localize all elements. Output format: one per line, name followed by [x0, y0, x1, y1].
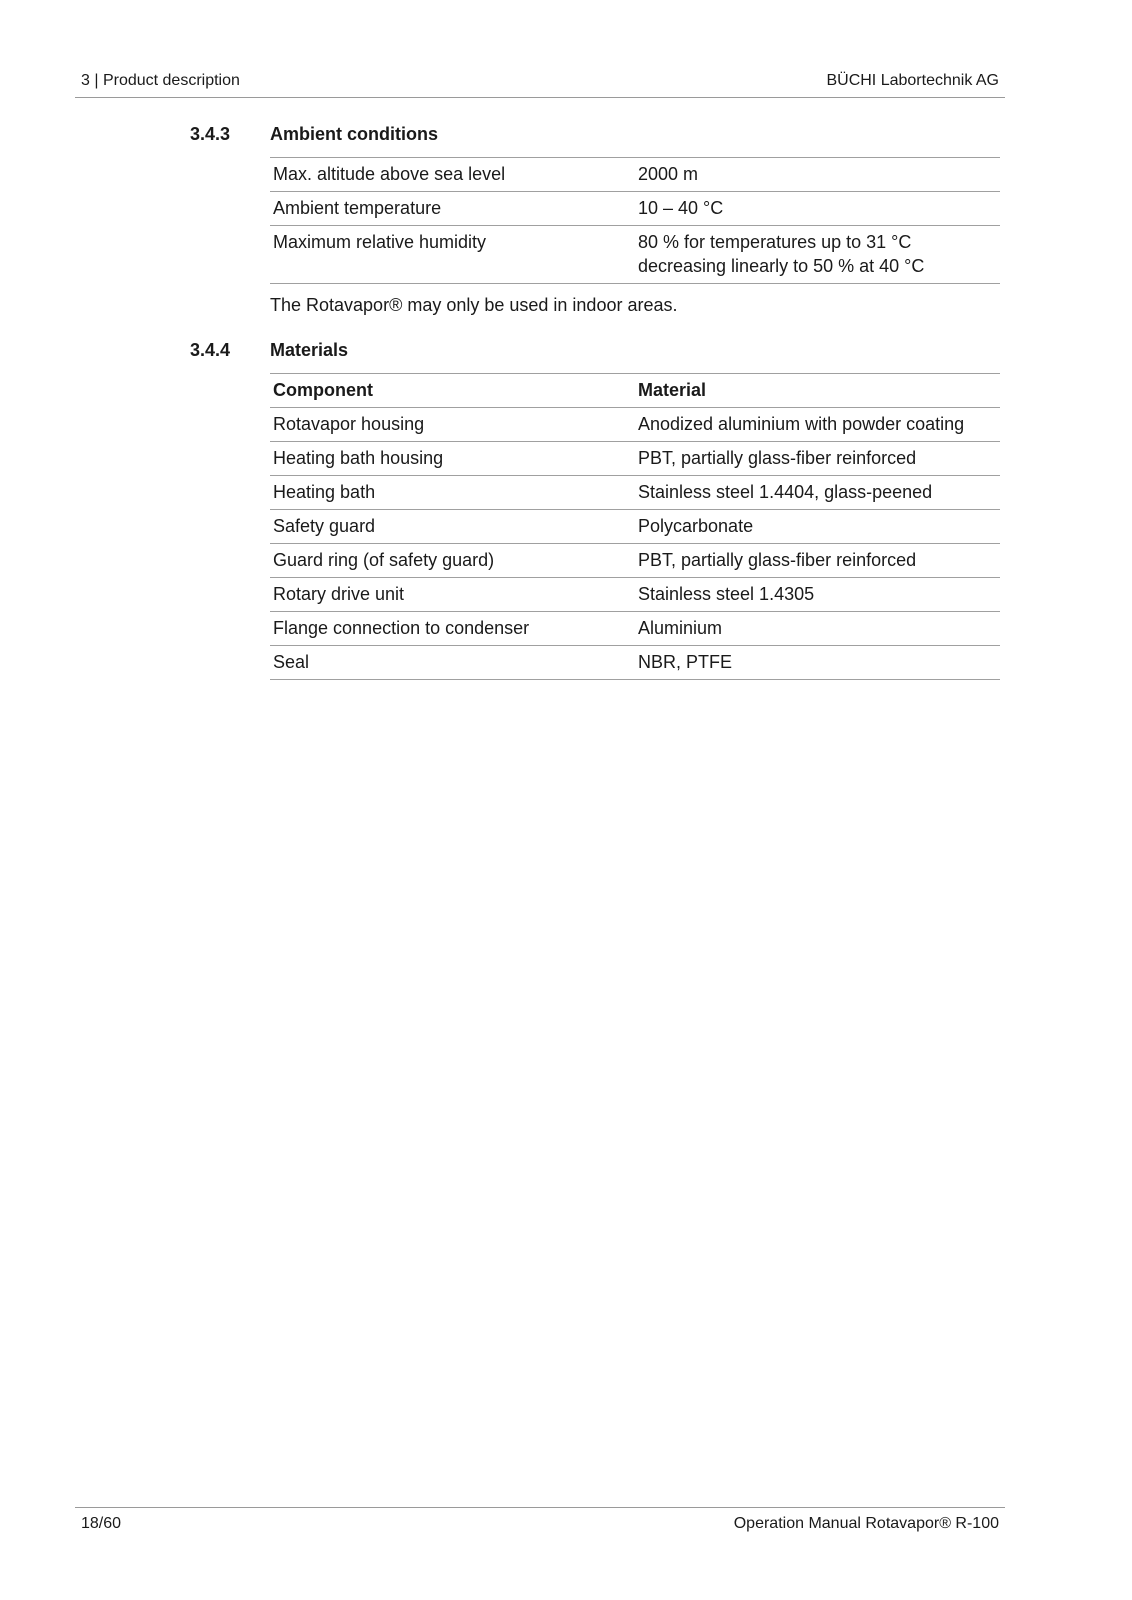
table-cell-component: Rotavapor housing	[270, 408, 635, 442]
table-cell-label: Ambient temperature	[270, 192, 635, 226]
table-cell-material: Polycarbonate	[635, 510, 1000, 544]
table-row	[270, 226, 1000, 284]
table-cell-material: Stainless steel 1.4404, glass-peened	[635, 476, 1000, 510]
table-cell-material: PBT, partially glass-fiber reinforced	[635, 544, 1000, 578]
materials-table	[270, 373, 1000, 680]
table-row	[270, 510, 1000, 544]
value-line: decreasing linearly to 50 % at 40 °C	[638, 256, 925, 276]
table-cell-material: Anodized aluminium with powder coating	[635, 408, 1000, 442]
table-row	[270, 646, 1000, 680]
table-cell-component: Safety guard	[270, 510, 635, 544]
column-header-material: Material	[635, 374, 1000, 408]
table-cell-material: Stainless steel 1.4305	[635, 578, 1000, 612]
table-row	[270, 442, 1000, 476]
table-cell-material: Aluminium	[635, 612, 1000, 646]
header-company: BÜCHI Labortechnik AG	[826, 72, 999, 89]
page-number: 18/60	[81, 1515, 122, 1532]
table-cell-value: 2000 m	[635, 158, 1000, 192]
table-row	[270, 408, 1000, 442]
table-cell-component: Rotary drive unit	[270, 578, 635, 612]
table-cell-value	[635, 226, 1000, 284]
page-header	[75, 70, 1005, 98]
section-title: Materials	[270, 340, 349, 360]
indoor-use-note: The Rotavapor® may only be used in indoor areas.	[270, 295, 678, 315]
document-title: Operation Manual Rotavapor® R-100	[733, 1515, 999, 1532]
table-cell-material: NBR, PTFE	[635, 646, 1000, 680]
ambient-conditions-table	[270, 157, 1000, 284]
table-row	[270, 578, 1000, 612]
value-line: 80 % for temperatures up to 31 °C	[638, 232, 912, 252]
table-cell-component: Seal	[270, 646, 635, 680]
table-header-row	[270, 374, 1000, 408]
table-row	[270, 476, 1000, 510]
table-row	[270, 544, 1000, 578]
table-cell-value: 10 – 40 °C	[635, 192, 1000, 226]
section-number: 3.4.3	[190, 124, 231, 144]
header-chapter: 3 | Product description	[81, 72, 240, 89]
table-cell-component: Flange connection to condenser	[270, 612, 635, 646]
table-row	[270, 612, 1000, 646]
table-row	[270, 158, 1000, 192]
section-number: 3.4.4	[190, 340, 231, 360]
page-footer	[75, 1507, 1005, 1538]
table-row	[270, 192, 1000, 226]
column-header-component: Component	[270, 374, 635, 408]
table-cell-component: Guard ring (of safety guard)	[270, 544, 635, 578]
section-title: Ambient conditions	[270, 124, 438, 144]
table-cell-material: PBT, partially glass-fiber reinforced	[635, 442, 1000, 476]
table-cell-label: Maximum relative humidity	[270, 226, 635, 284]
table-cell-component: Heating bath housing	[270, 442, 635, 476]
table-cell-component: Heating bath	[270, 476, 635, 510]
table-cell-label: Max. altitude above sea level	[270, 158, 635, 192]
